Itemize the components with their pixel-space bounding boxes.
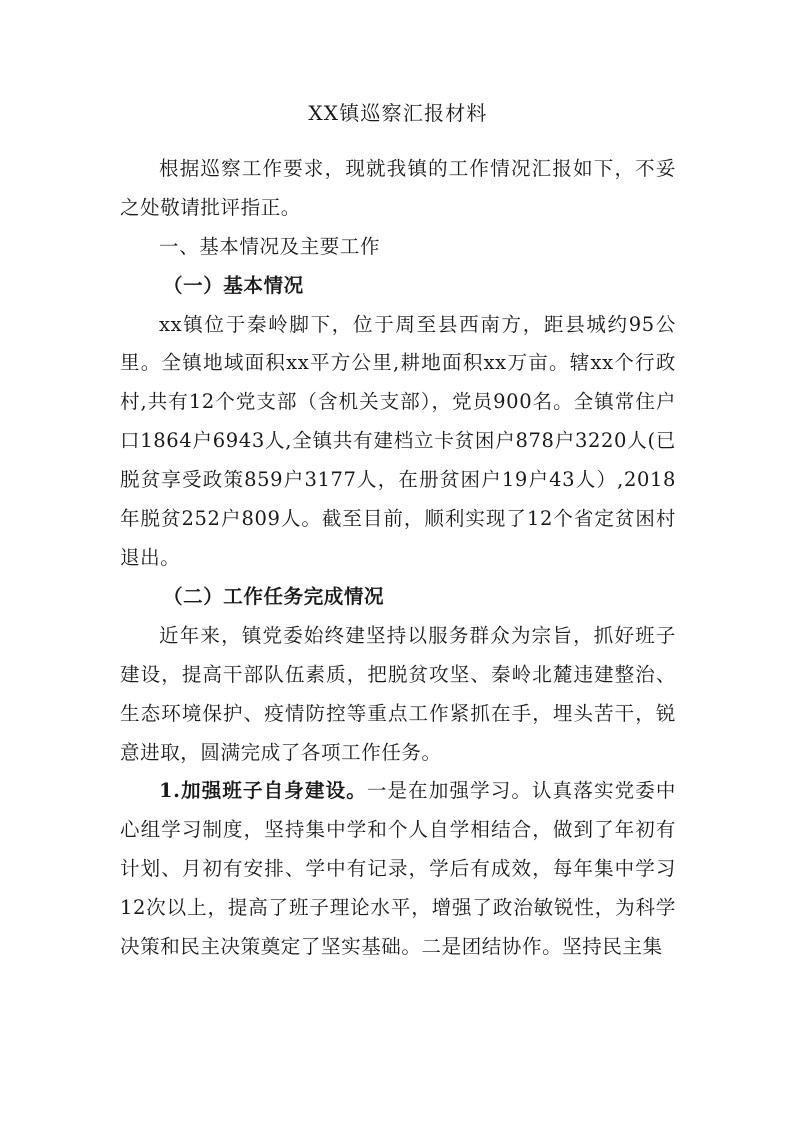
subsection-heading-basic-situation: （一）基本情况 xyxy=(163,273,304,297)
document-title: XX镇巡察汇报材料 xyxy=(308,101,488,125)
team-building-paragraph xyxy=(120,772,676,967)
team-building-lead: 1.加强班子自身建设。 xyxy=(159,779,367,803)
section-heading-basic-and-main-work: 一、基本情况及主要工作 xyxy=(159,234,381,258)
team-building-body: 一是在加强学习。认真落实党委中心组学习制度，坚持集中学和个人自学相结合，做到了年初有计划、月初有安排、学中有记录，学后有成效，每年集中学习12次以上，提高了班子理论水平，增强了政治敏锐性，为科学决策和民主决策奠定了坚实基础。二是团结协作。坚持民主集 xyxy=(120,779,676,959)
subsection-heading-task-completion: （二）工作任务完成情况 xyxy=(163,584,385,608)
task-completion-paragraph: 近年来，镇党委始终建坚持以服务群众为宗旨，抓好班子建设，提高干部队伍素质，把脱贫攻坚、秦岭北麓违建整治、生态环境保护、疫情防控等重点工作紧抓在手，埋头苦干，锐意进取，圆满完成了各项工作任务。 xyxy=(120,623,676,764)
intro-paragraph: 根据巡察工作要求，现就我镇的工作情况汇报如下，不妥之处敬请批评指正。 xyxy=(120,156,676,219)
basic-situation-paragraph: xx镇位于秦岭脚下，位于周至县西南方，距县城约95公里。全镇地域面积xx平方公里,耕地面积xx万亩。辖xx个行政村,共有12个党支部（含机关支部），党员900名。全镇常住户口1864户6943人,全镇共有建档立卡贫困户878户3220人(已脱贫享受政策859户3177人，在册贫困户19户43人）,2018年脱贫252户809人。截至目前，顺利实现了12个省定贫困村退出。 xyxy=(120,312,676,569)
document-body xyxy=(120,94,676,967)
